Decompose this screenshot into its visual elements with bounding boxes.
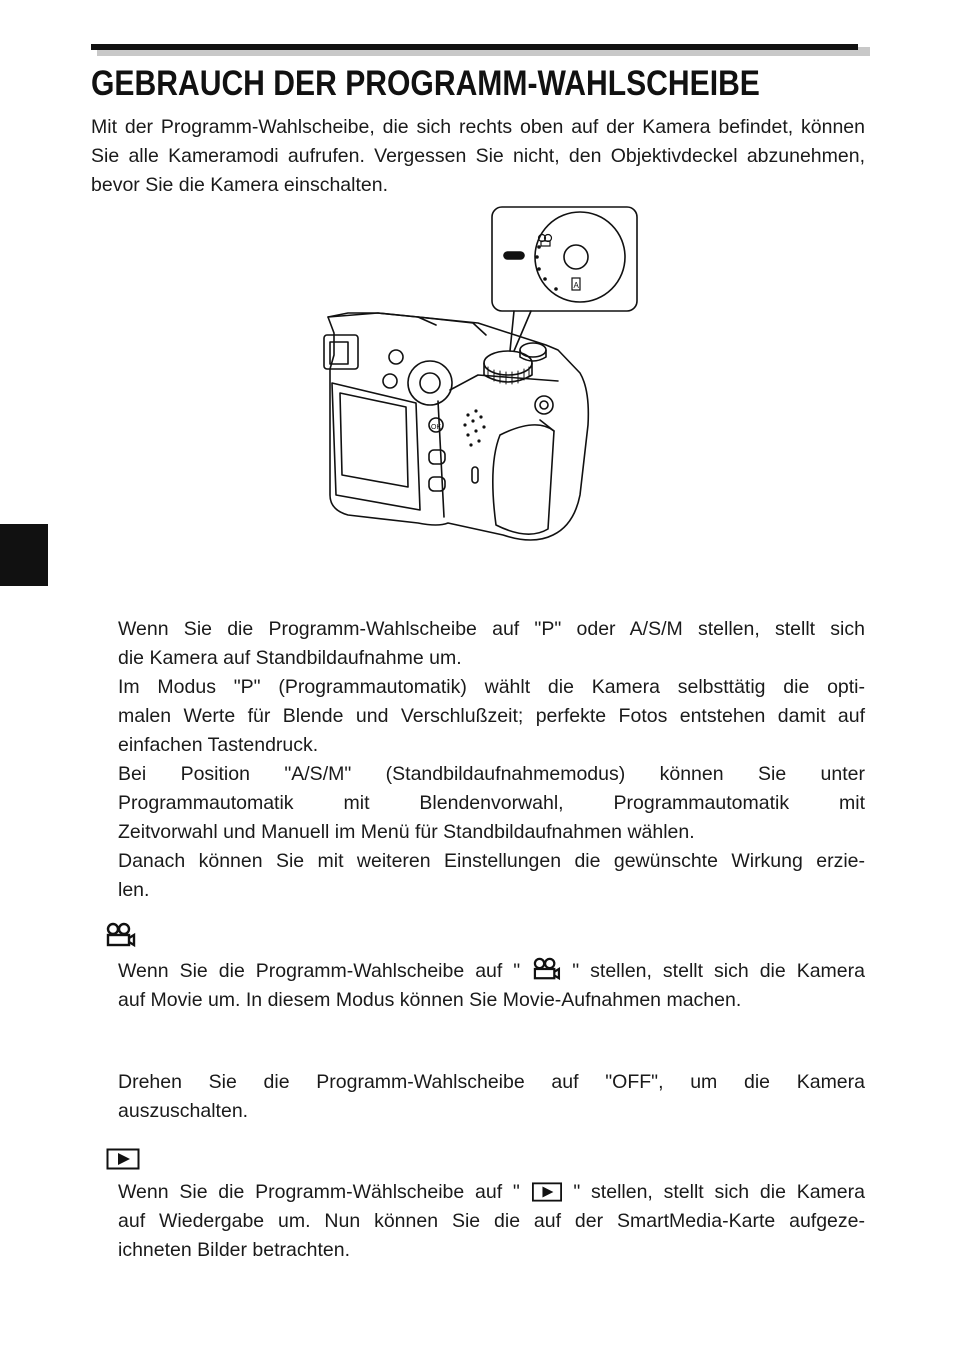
movie-camera-icon [104,922,136,948]
still-line-8: Zeitvorwahl und Manuell im Menü für Standbildaufnahmen wählen. [118,821,695,843]
still-mode-section [118,615,865,905]
dial-label-a: A [573,281,579,290]
still-line-3: Im Modus "P" (Programmautomatik) wählt die Kamera selbsttätig die opti- [118,676,865,698]
off-mode-section [118,1068,865,1126]
svg-text:OK: OK [431,424,442,431]
off-line-2: auszuschalten. [118,1100,249,1122]
intro-paragraph: Mit der Programm-Wahlscheibe, die sich rechts oben auf der Kamera befindet, können Sie alle Kameramodi aufrufen. Vergessen Sie nicht, den Objektivdeckel abzunehmen, bevor Sie die Kamera einschalten. [91,116,865,196]
header-rule [91,44,858,50]
playback-icon [531,1182,563,1202]
play-line-1-start: Wenn Sie die Programm-Wählscheibe auf " [118,1181,531,1203]
still-line-1: Wenn Sie die Programm-Wahlscheibe auf "P" oder A/S/M stellen, stellt sich [118,618,865,640]
still-line-2: die Kamera auf Standbildaufnahme um. [118,647,462,669]
off-line-1: Drehen Sie die Programm-Wahlscheibe auf "OFF", um die Kamera [118,1071,865,1093]
still-line-7: Programmautomatik mit Blendenvorwahl, Programmautomatik mit [118,792,865,814]
playback-mode-section [118,1178,865,1265]
movie-line-2: auf Movie um. In diesem Modus können Sie Movie-Aufnahmen machen. [118,989,742,1011]
still-line-10: len. [118,879,150,901]
still-line-6: Bei Position "A/S/M" (Standbildaufnahmemodus) können Sie unter [118,763,865,785]
movie-line-1-start: Wenn Sie die Programm-Wahlscheibe auf " [118,960,532,982]
movie-camera-icon [531,957,561,981]
play-line-1-end: " stellen, stellt sich die Kamera [562,1181,865,1203]
camera-illustration [318,205,642,557]
section-tab-marker [0,524,48,586]
still-line-4: malen Werte für Blende und Verschlußzeit; perfekte Fotos entstehen damit auf [118,705,865,727]
movie-line-1-end: " stellen, stellt sich die Kamera [561,960,865,982]
play-line-2: auf Wiedergabe um. Nun können Sie die auf der SmartMedia-Karte aufgeze- [118,1210,865,1232]
playback-icon [106,1148,140,1170]
still-line-9: Danach können Sie mit weiteren Einstellungen die gewünschte Wirkung erzie- [118,850,865,872]
play-line-3: ichneten Bilder betrachten. [118,1239,350,1261]
still-line-5: einfachen Tastendruck. [118,734,319,756]
movie-mode-section [118,957,865,1015]
page-title: GEBRAUCH DER PROGRAMM-WAHLSCHEIBE [91,64,760,103]
